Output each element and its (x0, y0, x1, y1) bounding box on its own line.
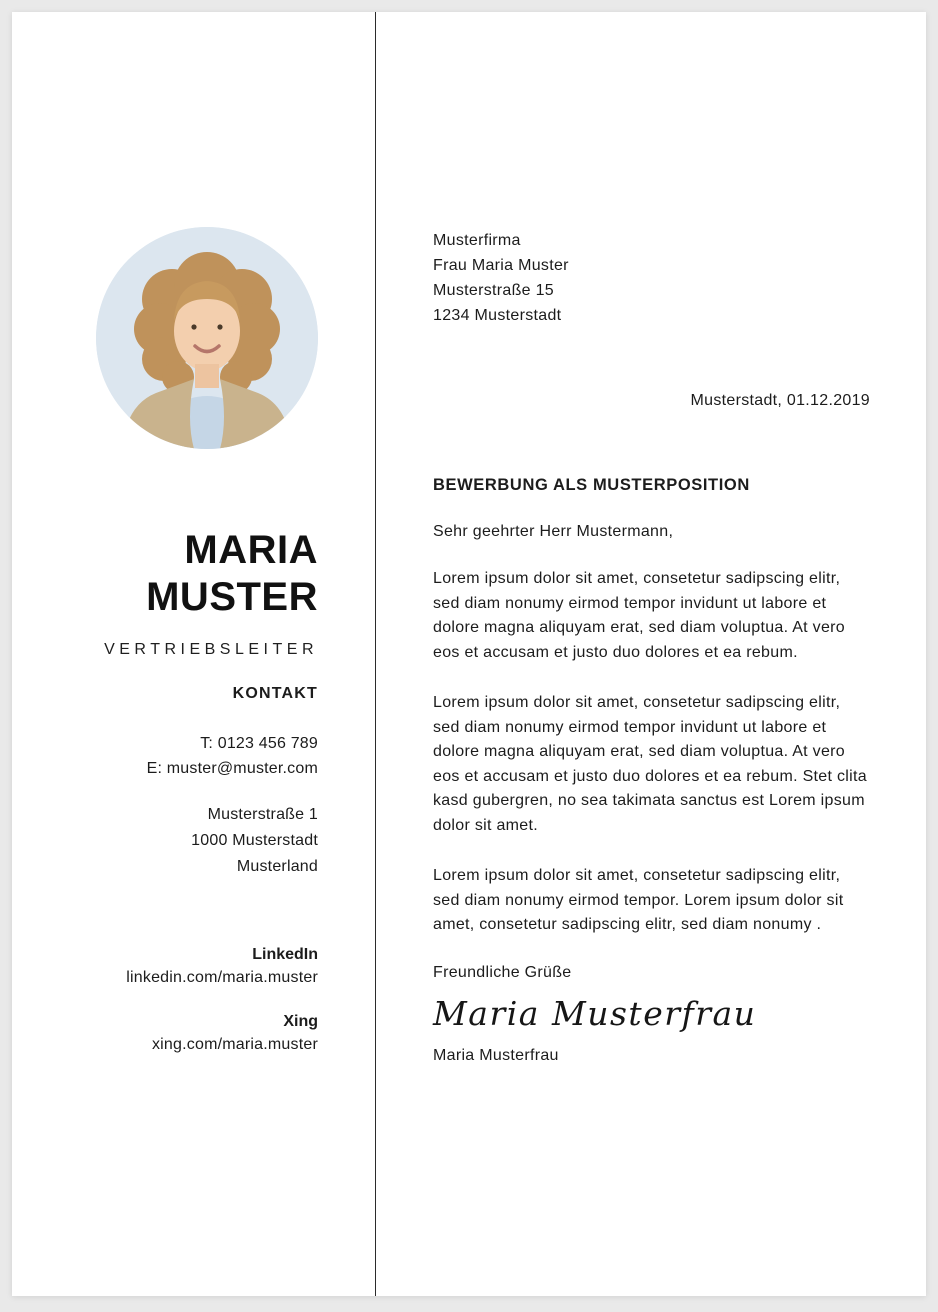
handwritten-signature: Maria Musterfrau (433, 993, 757, 1033)
salutation: Sehr geehrter Herr Mustermann, (433, 523, 674, 540)
kontakt-heading: KONTAKT (232, 685, 318, 702)
paragraph-1: Lorem ipsum dolor sit amet, consetetur sadipscing elitr, sed diam nonumy eirmod tempor invidunt ut labore et dolore magna aliquyam erat, sed diam voluptua. At vero eos et accusam et justo duo dolores et ea rebum. (433, 570, 845, 661)
xing-url: xing.com/maria.muster (151, 1036, 318, 1053)
letter-subject: BEWERBUNG ALS MUSTERPOSITION (433, 476, 750, 494)
letter-body (433, 12, 870, 1065)
address-city: 1000 Musterstadt (191, 832, 318, 849)
email-line: E: muster@muster.com (146, 760, 318, 777)
recipient-company: Musterfirma (433, 232, 521, 249)
candidate-job-title: VERTRIEBSLEITER (104, 641, 318, 658)
paragraph-3: Lorem ipsum dolor sit amet, consetetur sadipscing elitr, sed diam nonumy eirmod tempor. Lorem ipsum dolor sit amet, consetetur sadipscing elitr, sed diam nonumy . (433, 867, 844, 933)
profile-photo (96, 227, 318, 449)
paragraph-2: Lorem ipsum dolor sit amet, consetetur sadipscing elitr, sed diam nonumy eirmod tempor invidunt ut labore et dolore magna aliquyam erat, sed diam voluptua. At vero eos et accusam et justo duo dolores et ea rebum. Stet clita kasd gubergren, no sea takimata sanctus est Lorem ipsum dolor sit amet. (433, 694, 867, 834)
sidebar (12, 12, 375, 1296)
column-divider-line (375, 12, 376, 1296)
letter-date: Musterstadt, 01.12.2019 (690, 392, 870, 409)
signer-name: Maria Musterfrau (433, 1046, 559, 1064)
linkedin-url: linkedin.com/maria.muster (126, 969, 318, 986)
recipient-city: 1234 Musterstadt (433, 307, 562, 324)
profile-photo-illustration (96, 227, 318, 449)
document-sheet (12, 12, 926, 1296)
candidate-name-line2: MUSTER (146, 575, 318, 619)
recipient-block (433, 12, 870, 328)
phone-line: T: 0123 456 789 (200, 735, 318, 752)
contact-lines (12, 731, 318, 781)
address-street: Musterstraße 1 (207, 806, 318, 823)
closing-phrase: Freundliche Grüße (433, 963, 572, 981)
candidate-name-line1: MARIA (184, 528, 318, 572)
address-block (12, 802, 318, 880)
linkedin-label: LinkedIn (252, 946, 318, 963)
recipient-street: Musterstraße 15 (433, 282, 554, 299)
candidate-name (12, 527, 318, 621)
xing-label: Xing (283, 1013, 318, 1030)
address-country: Musterland (236, 858, 318, 875)
recipient-name: Frau Maria Muster (433, 257, 569, 274)
